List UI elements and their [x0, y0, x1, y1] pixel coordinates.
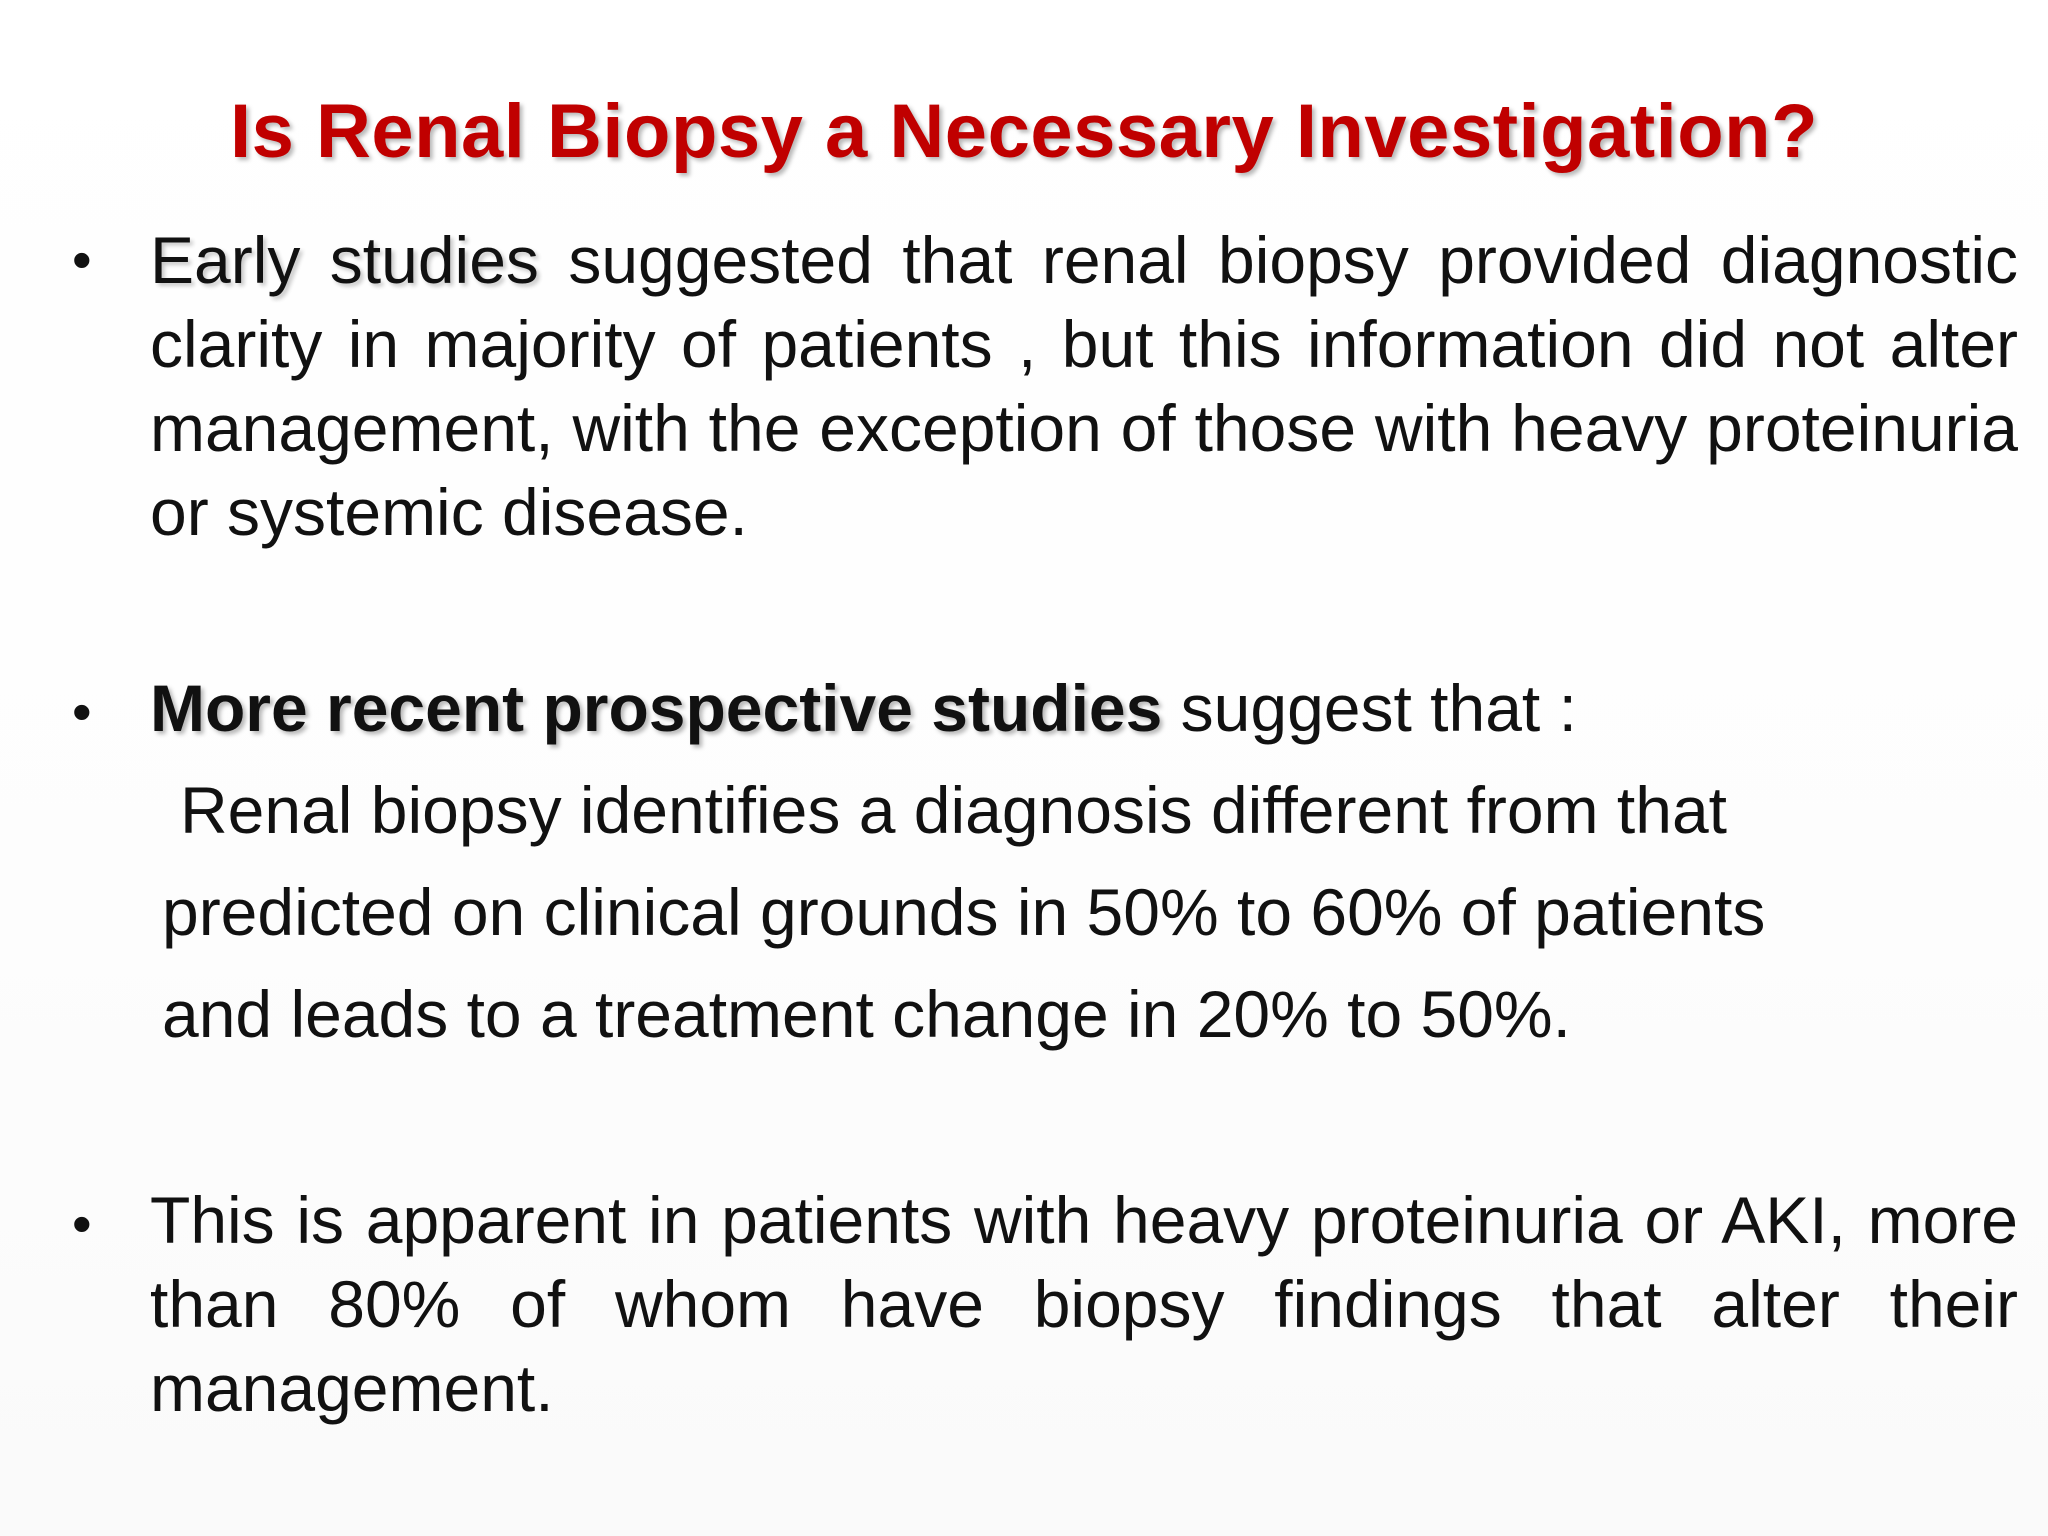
bullet-text-early-studies: suggested that renal biopsy provided diagnostic clarity in majority of patients , but this information did not alter management, with the exception of those with heavy proteinuria or systemic disease.: [150, 223, 2019, 549]
bullet-text-recent-studies: suggest that :: [1162, 671, 1577, 745]
sub-line-clinical-grounds: predicted on clinical grounds in 50% to 60% of patients: [162, 875, 1766, 949]
slide-title: Is Renal Biopsy a Necessary Investigation?: [229, 89, 1819, 174]
bullet-early-studies: [150, 218, 2018, 554]
bullet-marker: •: [72, 1192, 92, 1255]
bullet-lead-recent-studies: More recent prospective studies: [150, 671, 1163, 745]
sub-line-diagnosis: Renal biopsy identifies a diagnosis different from that: [180, 773, 1728, 847]
bullet-heavy-proteinuria: This is apparent in patients with heavy proteinuria or AKI, more than 80% of whom have biopsy findings that alter their management.: [150, 1183, 2018, 1425]
bullet-marker: •: [72, 680, 92, 743]
bullet-lead-early-studies: Early studies: [150, 223, 539, 297]
bullet-recent-studies: [150, 666, 2018, 750]
sub-line-treatment-change: and leads to a treatment change in 20% to 50%.: [162, 977, 1571, 1051]
bullet-marker: •: [72, 228, 92, 291]
